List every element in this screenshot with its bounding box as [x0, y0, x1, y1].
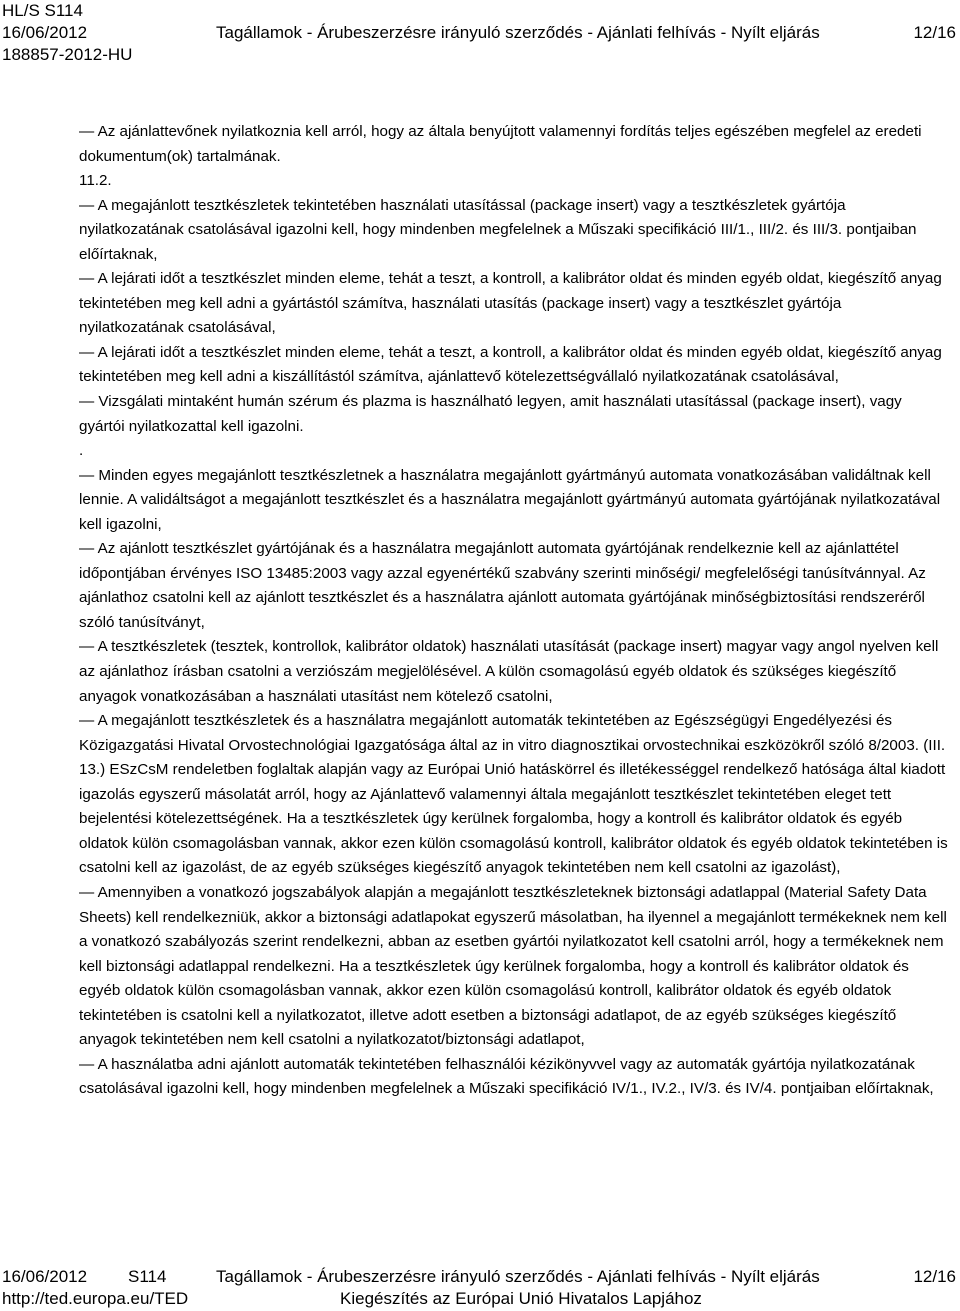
footer-url[interactable]: http://ted.europa.eu/TED — [2, 1289, 189, 1308]
paragraph: — A tesztkészletek (tesztek, kontrollok, kalibrátor oldatok) használati utasítását (package insert) magyar vagy angol nyelven kell az ajánlathoz írásban csatolni a verziószám megjelölésével. A külön csomagolású egyéb oldatok és szükséges kiegészítő anyagok vonatkozásában a használati utasítást nem kötelező csatolni, — [79, 638, 939, 705]
paragraph: — A megajánlott tesztkészletek és a használatra megajánlott automaták tekintetében az Egészségügyi Engedélyezési és Közigazgatási Hivatal Orvostechnológiai Igazgatósága által az in vitro diagnosztikai orvostechnikai eszközökről szóló 8/2003. (III. 13.) ESzCsM rendeletben foglaltak alapján vagy az Európai Unió hatáskörrel és illetékességgel rendelkező hatósága által kiadott igazolás egyszerű másolatát arról, hogy az Ajánlattevő valamennyi általa megajánlott tesztkészlet tekintetében eleget tett bejelentési kötelezettségének. Ha a tesztkészletek úgy kerülnek forgalomba, hogy a kontroll és kalibrátor oldatok és egyéb oldatok külön csomagolásban vannak, akkor ezen külön csomagolású kontroll, kalibrátor oldatok és egyéb oldatok tekintetében is csatolni kell az igazolást, de az egyéb szükséges kiegészítő anyagok tekintetében nem kell csatolni az igazolást), — [79, 712, 948, 877]
footer-page-number: 12/16 — [913, 1267, 956, 1286]
header-date: 16/06/2012 — [2, 23, 88, 42]
paragraph: — A megajánlott tesztkészletek tekintetében használati utasítással (package insert) vagy a tesztkészletek gyártója nyilatkozatának csatolásával igazolni kell, hogy mindenben megfelelnek a Műszaki specifikáció III/1., III/2. és III/3. pontjaiban előírtaknak, — [79, 196, 917, 263]
paragraph: — A lejárati időt a tesztkészlet minden eleme, tehát a teszt, a kontroll, a kalibrátor oldat és minden egyéb oldat, kiegészítő anyag tekintetében meg kell adni a gyártástól számítva, használati utasítás (package insert) vagy a tesztkészlet gyártója nyilatkozatának csatolásával, — [79, 270, 942, 337]
paragraph: — Vizsgálati mintaként humán szérum és plazma is használható legyen, amit használati utasítással (package insert), vagy gyártói nyilatkozattal kell igazolni. — [79, 393, 902, 435]
footer-title: Tagállamok - Árubeszerzésre irányuló szerződés - Ajánlati felhívás - Nyílt eljárás — [216, 1267, 820, 1286]
page-header — [0, 0, 960, 66]
paragraph: — Az ajánlattevőnek nyilatkoznia kell arról, hogy az általa benyújtott valamennyi fordítás teljes egészében megfelel az eredeti dokumentum(ok) tartalmának. — [79, 123, 922, 165]
footer-publisher: Kiegészítés az Európai Unió Hivatalos Lapjához — [340, 1289, 702, 1308]
paragraph: — Minden egyes megajánlott tesztkészletnek a használatra megajánlott gyártmányú automata vonatkozásában validáltnak kell lennie. A validáltságot a megajánlott tesztkészlet és a használatra megajánlott gyártmányú automata gyártójának nyilatkozatával kell igazolni, — [79, 466, 941, 533]
paragraph: — A használatba adni ajánlott automaták tekintetében felhasználói kézikönyvvel vagy az automaták gyártója nyilatkozatának csatolásával igazolni kell, hogy mindenben megfelelnek a Műszaki specifikáció IV/1., IV.2., IV/3. és IV/4. pontjaiban előírtaknak, — [79, 1055, 934, 1098]
header-title: Tagállamok - Árubeszerzésre irányuló szerződés - Ajánlati felhívás - Nyílt eljárás — [216, 23, 820, 42]
header-page-number: 12/16 — [913, 23, 956, 42]
page-footer — [0, 1266, 960, 1310]
header-reference: 188857-2012-HU — [2, 45, 133, 64]
footer-code: S114 — [128, 1267, 167, 1286]
paragraph: — Az ajánlott tesztkészlet gyártójának és a használatra megajánlott automata gyártójának rendelkeznie kell az ajánlattétel időpontjában érvényes ISO 13485:2003 vagy azzal egyenértékű szabvány szerinti minőségi/ megfelelőségi tanúsítvánnyal. Az ajánlathoz csatolni kell az ajánlott tesztkészlet és a használatra ajánlott automata gyártójának minőségbiztosítási rendszeréről szóló tanúsítványt, — [79, 540, 926, 631]
section-number: 11.2. — [79, 172, 112, 190]
paragraph: — Amennyiben a vonatkozó jogszabályok alapján a megajánlott tesztkészleteknek biztonsági adatlappal (Material Safety Data Sheets) kell rendelkezniük, akkor a biztonsági adatlapokat egyszerű másolatban, ha ilyennel a megajánlott termékeknek nem kell a vonatkozó szabályozás szerint rendelkezni, abban az esetben gyártói nyilatkozatot kell csatolni arról, hogy a termékeknek nem kell biztonsági adatlappal rendelkezni. Ha a tesztkészletek úgy kerülnek forgalomba, hogy a kontroll és kalibrátor oldatok és egyéb oldatok külön csomagolásban vannak, akkor ezen külön csomagolású kontroll, kalibrátor oldatok és egyéb oldatok tekintetében is csatolni kell a nyilatkozatot, illetve adott esetben a biztonsági adatlapot, de az egyéb szükséges kiegészítő anyagok tekintetében nem kell csatolni a nyilatkozatot/biztonsági adatlapot, — [79, 883, 947, 1049]
paragraph: . — [79, 442, 84, 460]
footer-date: 16/06/2012 — [2, 1267, 88, 1286]
doc-code: HL/S S114 — [2, 1, 83, 20]
document-body — [79, 120, 949, 1102]
paragraph: — A lejárati időt a tesztkészlet minden eleme, tehát a teszt, a kontroll, a kalibrátor oldat és minden egyéb oldat, kiegészítő anyag tekintetében meg kell adni a kiszállítástól számítva, ajánlattevő kötelezettségvállaló nyilatkozatának csatolásával, — [79, 343, 942, 386]
